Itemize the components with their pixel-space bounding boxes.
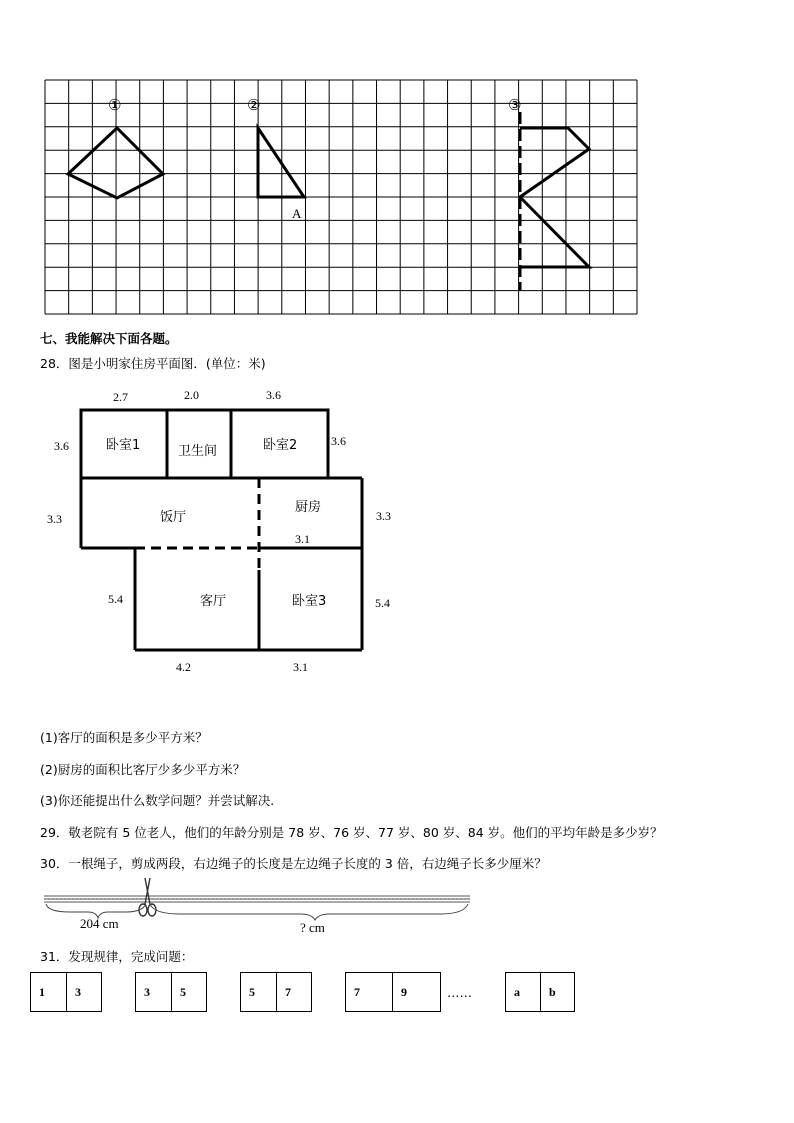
grid-figures [0, 0, 794, 330]
q30-text: 30．一根绳子，剪成两段，右边绳子的长度是左边绳子长度的 3 倍，右边绳子长多少厘米？ [40, 856, 547, 871]
pattern-cell: 5 [171, 973, 206, 1011]
pattern-cell: 1 [39, 984, 45, 999]
rope-diagram [0, 870, 794, 940]
pattern-box-4 [345, 972, 441, 1012]
q28-sub3: (3)你还能提出什么数学问题？并尝试解决. [40, 793, 275, 808]
q28-title: 28．图是小明家住房平面图．(单位：米) [40, 356, 266, 371]
pattern-cell: 3 [66, 973, 101, 1011]
dim-right-top: 3.6 [331, 434, 346, 448]
dim-top-mid: 2.0 [184, 388, 199, 402]
room-living: 客厅 [200, 594, 227, 609]
figure-1-label: ① [108, 96, 122, 114]
room-bedroom1: 卧室1 [106, 438, 141, 453]
pattern-cell: a [514, 984, 520, 999]
dim-left-bottom: 5.4 [108, 592, 123, 606]
floor-plan [0, 380, 420, 680]
q29-text: 29．敬老院有 5 位老人，他们的年龄分别是 78 岁、76 岁、77 岁、80 岁、84 岁。他们的平均年龄是多少岁？ [40, 825, 663, 840]
dim-top-left: 2.7 [113, 390, 128, 404]
dim-right-bottom: 5.4 [375, 596, 390, 610]
dim-right-mid: 3.3 [376, 509, 391, 523]
dim-left-top: 3.6 [54, 439, 69, 453]
q28-sub2: (2)厨房的面积比客厅少多少平方米？ [40, 762, 246, 777]
pattern-cell: 9 [392, 973, 440, 1011]
room-bedroom2: 卧室2 [263, 438, 298, 453]
pattern-cell: b [540, 973, 574, 1011]
room-bedroom3: 卧室3 [292, 594, 327, 609]
pattern-box-1 [30, 972, 102, 1012]
pattern-cell: 7 [354, 984, 360, 999]
figure-3-label: ③ [508, 96, 522, 114]
dim-top-right: 3.6 [266, 388, 281, 402]
right-length-label: ? cm [300, 920, 325, 935]
pattern-cell: 5 [249, 984, 255, 999]
dim-bottom-right: 3.1 [293, 660, 308, 674]
figure-2-label: ② [247, 96, 261, 114]
scissors-icon [139, 878, 156, 916]
pattern-box-2 [135, 972, 207, 1012]
dim-left-mid: 3.3 [47, 512, 62, 526]
q31-text: 31．发现规律，完成问题： [40, 949, 194, 964]
pattern-ellipsis: …… [447, 985, 472, 1000]
room-bathroom: 卫生间 [178, 444, 218, 459]
figure-1-kite [68, 128, 163, 198]
pattern-cell: 7 [276, 973, 311, 1011]
point-a-label: A [292, 206, 302, 221]
figure-2-triangle [258, 128, 304, 197]
dim-kitchen-bottom: 3.1 [295, 532, 310, 546]
left-length-label: 204 cm [80, 916, 119, 931]
right-brace [150, 904, 468, 920]
room-kitchen: 厨房 [295, 500, 322, 515]
section-7-heading: 七、我能解决下面各题。 [40, 331, 178, 346]
q28-sub1: (1)客厅的面积是多少平方米？ [40, 730, 208, 745]
pattern-box-5 [505, 972, 575, 1012]
room-dining: 饭厅 [160, 510, 187, 525]
dim-bottom-left: 4.2 [176, 660, 191, 674]
pattern-box-3 [240, 972, 312, 1012]
pattern-cell: 3 [144, 984, 150, 999]
